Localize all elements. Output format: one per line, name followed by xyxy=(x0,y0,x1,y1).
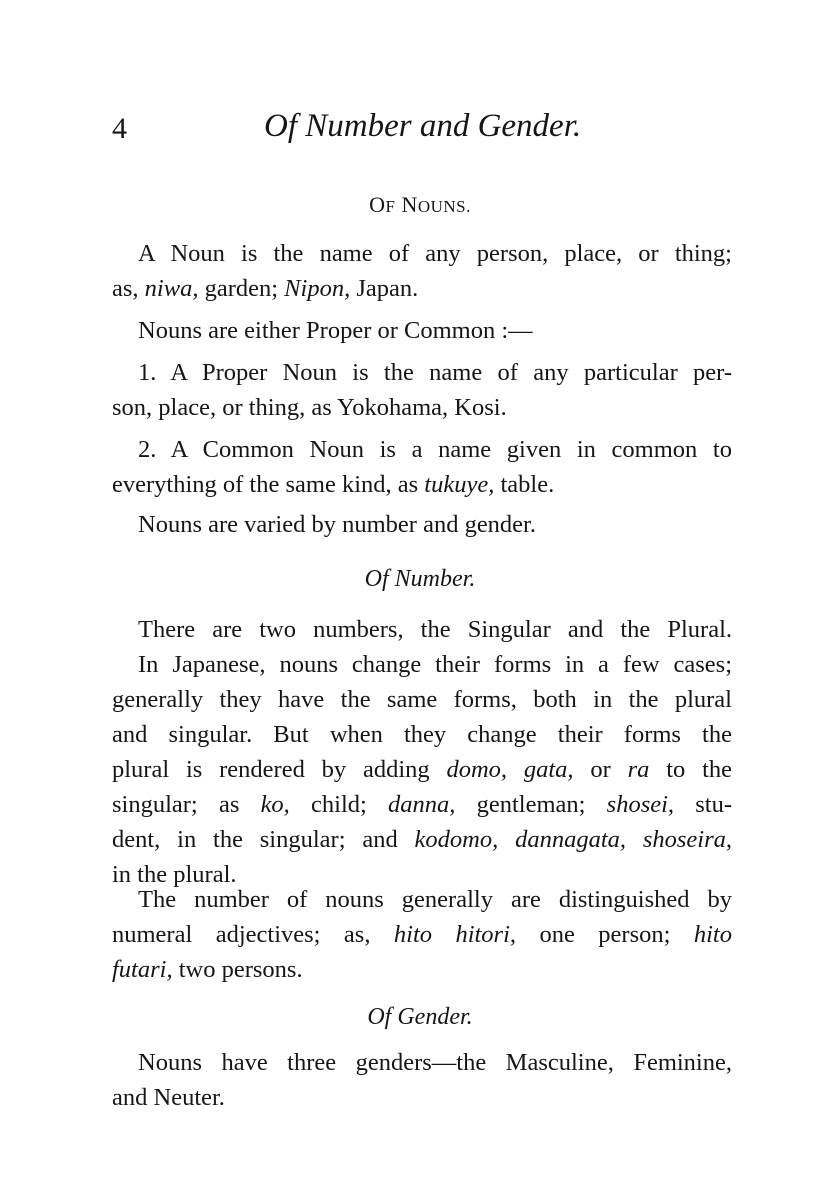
text-run: numeral adjectives; as, xyxy=(112,921,394,948)
japanese-term: ko, xyxy=(260,791,290,818)
text-run: as, xyxy=(112,275,145,302)
heading-initial: O xyxy=(369,192,386,217)
text-run: table. xyxy=(494,471,555,498)
japanese-term: tukuye, xyxy=(424,471,495,498)
text-run: plural is rendered by adding xyxy=(112,756,447,783)
heading-small-caps: F xyxy=(385,197,396,216)
text-line xyxy=(112,467,732,502)
paragraph-noun-definition xyxy=(112,236,732,306)
text-line xyxy=(112,917,732,952)
text-line: in the plural. xyxy=(112,861,237,888)
heading-small-caps: OUNS. xyxy=(417,197,471,216)
text-line: and Neuter. xyxy=(112,1084,225,1111)
text-line xyxy=(112,952,732,987)
page-number: 4 xyxy=(112,112,127,145)
text-run: stu- xyxy=(674,791,733,818)
japanese-term: danna, xyxy=(388,791,456,818)
text-line: Nouns are varied by number and gender. xyxy=(138,511,536,538)
section-heading-gender: Of Gender. xyxy=(367,1004,473,1030)
page-header xyxy=(112,108,732,156)
text-line: generally they have the same forms, both in the plural xyxy=(112,686,732,713)
text-run: garden; xyxy=(198,275,285,302)
text-line: 1. A Proper Noun is the name of any particular per- xyxy=(138,359,732,386)
text-run: singular; as xyxy=(112,791,261,818)
text-line: A Noun is the name of any person, place, or thing; xyxy=(138,240,732,267)
paragraph-numeral-adjectives xyxy=(112,882,732,987)
text-line: Nouns are either Proper or Common :— xyxy=(138,317,533,344)
paragraph-noun-variation xyxy=(112,507,732,542)
text-line: son, place, or thing, as Yokohama, Kosi. xyxy=(112,394,507,421)
japanese-term: futari, xyxy=(112,956,173,983)
text-run: gentleman; xyxy=(455,791,607,818)
text-run: two persons. xyxy=(172,956,303,983)
text-line: and singular. But when they change their forms the xyxy=(112,721,732,748)
heading-initial: N xyxy=(395,192,418,217)
paragraph-plural-forms xyxy=(112,647,732,892)
paragraph-proper-noun xyxy=(112,355,732,425)
japanese-term: Nipon, xyxy=(284,275,351,302)
section-heading-number: Of Number. xyxy=(364,566,476,592)
section-heading-nouns xyxy=(0,192,840,218)
text-line xyxy=(112,752,732,787)
text-line: Nouns have three genders—the Masculine, Feminine, xyxy=(138,1049,732,1076)
running-title: Of Number and Gender. xyxy=(264,108,582,144)
japanese-term: domo, gata, xyxy=(446,756,574,783)
japanese-term: hito hitori, xyxy=(393,921,517,948)
text-line: The number of nouns generally are distinguished by xyxy=(138,886,732,913)
text-run: child; xyxy=(289,791,389,818)
japanese-term: hito xyxy=(693,921,732,948)
japanese-term: ra xyxy=(627,756,650,783)
text-line: In Japanese, nouns change their forms in a few cases; xyxy=(138,651,732,678)
text-line xyxy=(112,822,732,857)
text-line xyxy=(112,271,732,306)
text-line: 2. A Common Noun is a name given in common to xyxy=(138,436,732,463)
paragraph-genders xyxy=(112,1045,732,1115)
paragraph-two-numbers xyxy=(112,612,732,647)
text-line xyxy=(112,787,732,822)
text-run: dent, in the singular; and xyxy=(112,826,415,853)
text-run: Japan. xyxy=(350,275,419,302)
text-run: to the xyxy=(649,756,732,783)
paragraph-noun-kinds xyxy=(112,313,732,348)
text-line: There are two numbers, the Singular and the Plural. xyxy=(138,616,732,643)
text-run: everything of the same kind, as xyxy=(112,471,425,498)
text-run: one person; xyxy=(516,921,694,948)
japanese-term: niwa, xyxy=(144,275,199,302)
text-run: or xyxy=(573,756,628,783)
japanese-term: kodomo, dannagata, shoseira, xyxy=(414,826,732,853)
paragraph-common-noun xyxy=(112,432,732,502)
japanese-term: shosei, xyxy=(606,791,675,818)
